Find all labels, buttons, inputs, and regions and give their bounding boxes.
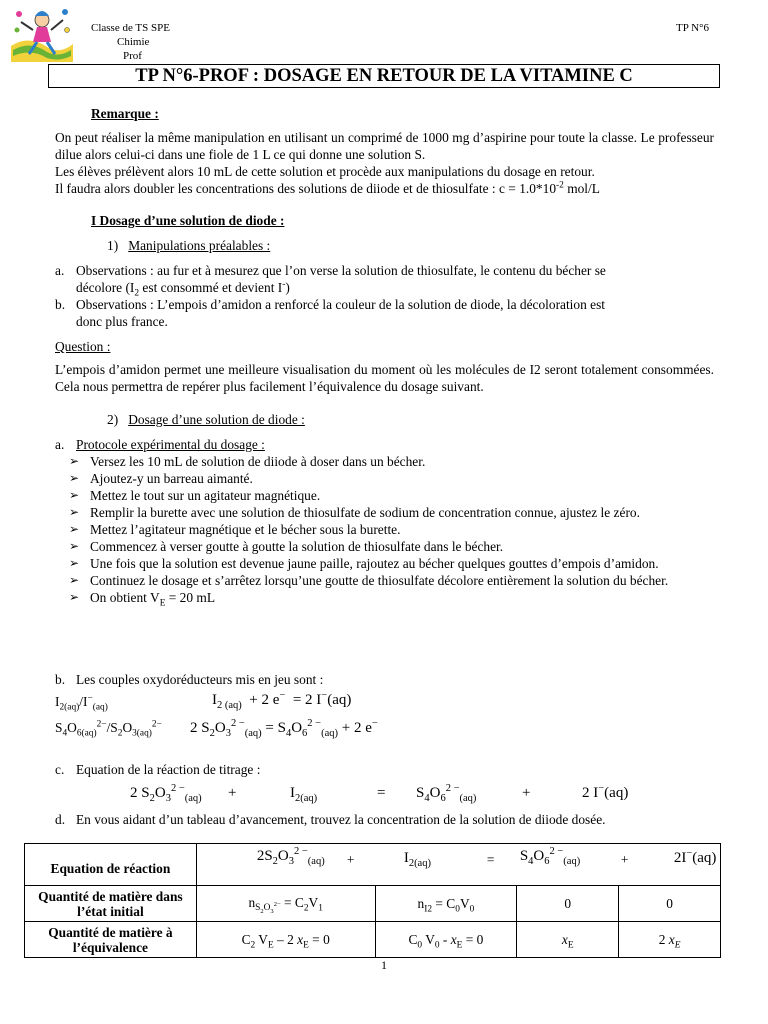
- table-equation-cell: [196, 844, 720, 886]
- table-row-label: Equation de réaction: [25, 844, 197, 886]
- subject-label: Chimie: [117, 36, 150, 48]
- observation-b-line-1: Observations : L’empois d’amidon a renforcé la couleur de la solution de diode, la décoloration est: [76, 297, 606, 312]
- table-eq-iodide: 2I−(aq): [673, 848, 717, 866]
- remarque-paragraph-3: Il faudra alors doubler les concentrations des solutions de diiode et de thiosulfate : $c = 1.0*10^{-2}$ mol/L: [55, 180, 600, 196]
- half-equation-iodine: $I_{2 (aq)} + 2$ e− = 2 I−(aq): [212, 690, 352, 711]
- table-cell: 0: [619, 886, 721, 922]
- observation-a-line-1: Observations : au fur et à mesurez que l’on verse la solution de thiosulfate, le contenu du bécher se: [76, 263, 606, 278]
- question-d-letter: d.: [55, 812, 66, 827]
- protocol-step: ➢ Commencez à verser goutte à goutte la solution de thiosulfate dans le bécher.: [69, 538, 715, 555]
- titration-product-iodide: 2 I−(aq): [582, 783, 629, 801]
- titration-equals: =: [377, 785, 386, 801]
- remarque-paragraph-2: Les élèves prélèvent alors 10 mL de cette solution et procède aux manipulations du dosage en retour.: [55, 164, 595, 179]
- subsection-1-title: 1) Manipulations préalables :: [107, 238, 271, 253]
- tp-number: TP N°6: [676, 22, 710, 34]
- table-eq-equals: =: [486, 852, 495, 867]
- protocol-step: ➢ Continuez le dosage et s’arrêtez lorsqu’une goutte de thiosulfate décolore entièrement la solution du bécher.: [69, 572, 715, 589]
- titration-product-tetrathionate: $S_4O_6^{2 -}_{(aq)}$: [416, 783, 477, 804]
- half-equation-thiosulfate: 2 $S_2O_3^{2 -}_{(aq)} = S_4O_6^{2 -}_{(aq)} + 2$ e−: [190, 718, 378, 739]
- subsection-2-title: 2) Dosage d’une solution de diode :: [107, 412, 305, 427]
- table-row: [25, 844, 721, 886]
- section-1-heading: I Dosage d’une solution de diode :: [91, 213, 285, 228]
- table-cell: $C_2$ $V_E - 2$ $x_E = 0$: [196, 922, 375, 958]
- protocol-steps: [69, 453, 715, 609]
- table-eq-iodine: $I_{2(aq)}$: [403, 850, 431, 869]
- remarque-paragraph-1: On peut réaliser la même manipulation en utilisant un comprimé de 1000 mg d’aspirine pour toute la classe. Le professeur dilue alors celui-ci dans une fiole de 1 L ce qui donne une solution S.: [55, 130, 714, 162]
- table-cell: 0: [517, 886, 619, 922]
- protocol-heading: Protocole expérimental du dosage :: [76, 437, 265, 452]
- titration-plus-2: +: [522, 785, 531, 801]
- question-label: Question :: [55, 339, 111, 354]
- observation-b-letter: b.: [55, 297, 66, 312]
- titration-plus: +: [228, 785, 237, 801]
- table-cell: $x_E$: [517, 922, 619, 958]
- table-row: [25, 886, 721, 922]
- equation-text: Equation de la réaction de titrage :: [76, 762, 261, 777]
- table-cell: $C_0$ $V_0 - x_E = 0$: [375, 922, 517, 958]
- table-row: [25, 922, 721, 958]
- remarque-heading: Remarque :: [91, 106, 159, 121]
- protocol-letter: a.: [55, 437, 65, 452]
- equation-letter: c.: [55, 762, 65, 777]
- question-d-text: En vous aidant d’un tableau d’avancement, trouvez la concentration de la solution de diiode dosée.: [76, 812, 606, 827]
- observation-a-letter: a.: [55, 263, 65, 278]
- prof-label: Prof: [123, 50, 142, 62]
- observation-b-line-2: donc plus france.: [76, 314, 168, 329]
- titration-reactant-thiosulfate: 2 $S_2O_3^{2 -}_{(aq)}$: [130, 783, 202, 804]
- protocol-step: ➢ Ajoutez-y un barreau aimanté.: [69, 470, 715, 487]
- table-row-label: Quantité de matière dans l’état initial: [25, 886, 197, 922]
- table-eq-plus: +: [346, 852, 355, 867]
- page-number: 1: [381, 958, 387, 972]
- couple-thiosulfate: $S_4O_{6(aq)}^{2-}/S_2O_{3(aq)}^{2-}$: [55, 719, 162, 739]
- couples-text: Les couples oxydoréducteurs mis en jeu sont :: [76, 672, 324, 687]
- observation-a-line-2: décolore ($I_2$ est consommé et devient I-): [76, 279, 290, 299]
- protocol-step: ➢ Versez les 10 mL de solution de diiode à doser dans un bécher.: [69, 453, 715, 470]
- protocol-step: ➢ Une fois que la solution est devenue jaune paille, rajoutez au bécher quelques gouttes d’empois d’amidon.: [69, 555, 715, 572]
- couple-iodine: $I_{2(aq)}/I^-_{(aq)}$: [55, 693, 108, 713]
- logo-image: [9, 4, 75, 64]
- protocol-step-result: ➢ On obtient $V_E = 20$ mL: [69, 589, 715, 606]
- table-eq-thiosulfate: $2S_2O_3^{2 -}_{(aq)}$: [256, 846, 325, 867]
- class-label: Classe de TS SPE: [91, 22, 170, 34]
- table-row-label: Quantité de matière à l’équivalence: [25, 922, 197, 958]
- page-title: TP N°6-PROF : DOSAGE EN RETOUR DE LA VITAMINE C: [48, 64, 720, 88]
- table-eq-plus-2: +: [620, 852, 629, 867]
- table-cell: $n_{S_2O_3^{2-}} = C_2V_1$: [196, 886, 375, 922]
- table-cell: $n_{I2} = C_0V_0$: [375, 886, 517, 922]
- table-eq-tetrathionate: $S_4O_6^{2 -}_{(aq)}$: [519, 846, 581, 867]
- protocol-step: ➢ Remplir la burette avec une solution de thiosulfate de sodium de concentration connue, ajustez le zéro.: [69, 504, 715, 521]
- question-answer: L’empois d’amidon permet une meilleure visualisation du moment où les molécules de I2 seront totalement consommées. Cela nous permettra de repérer plus facilement l’équivalence du dosage suivant.: [55, 362, 714, 394]
- protocol-step: ➢ Mettez l’agitateur magnétique et le bécher sous la burette.: [69, 521, 715, 538]
- protocol-step: ➢ Mettez le tout sur un agitateur magnétique.: [69, 487, 715, 504]
- progress-table: [24, 843, 721, 958]
- couples-letter: b.: [55, 672, 66, 687]
- table-cell: 2 $x_E$: [619, 922, 721, 958]
- titration-reactant-iodine: $I_{2(aq)}$: [290, 785, 318, 804]
